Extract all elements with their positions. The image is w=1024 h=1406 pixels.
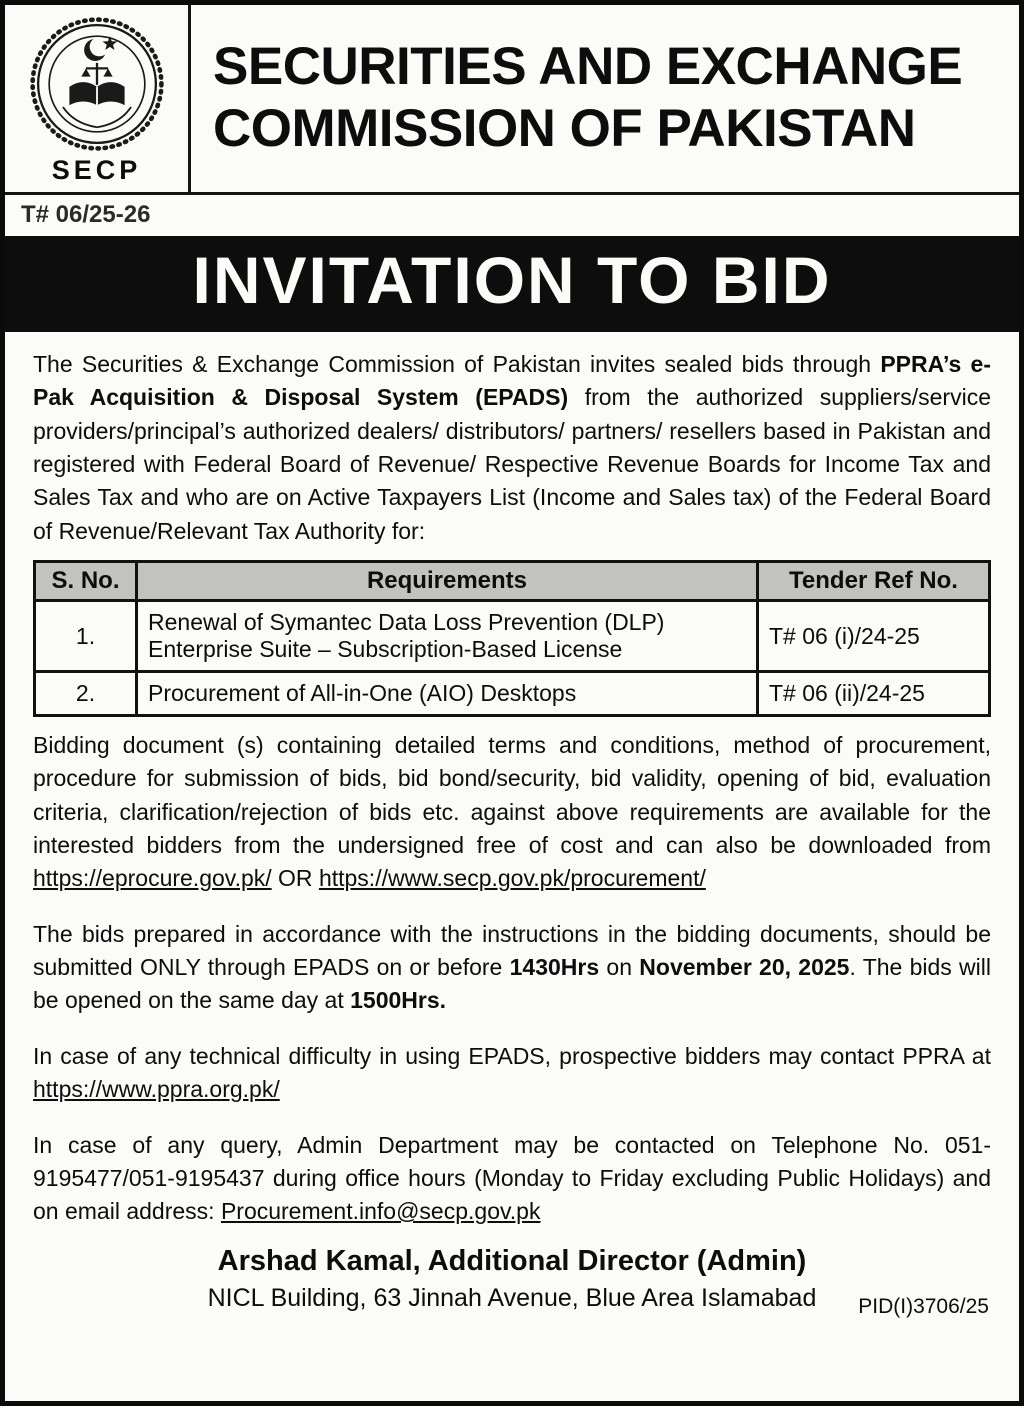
intro-paragraph — [33, 348, 991, 548]
text-segment-bold: PPRA’s e-Pak Acquisition & Disposal System (EPADS) — [33, 351, 991, 411]
procurement-email-link[interactable]: Procurement.info@secp.gov.pk — [220, 1198, 541, 1225]
cell-tender-ref: T# 06 (ii)/24-25 — [758, 672, 990, 716]
banner-title: INVITATION TO BID — [5, 236, 1019, 332]
secp-logo-text: SECP — [51, 155, 142, 185]
secp-procurement-link[interactable]: https://www.secp.gov.pk/procurement/ — [318, 865, 706, 892]
cell-requirement: Procurement of All-in-One (AIO) Desktops — [137, 672, 758, 716]
deadline-date: November 20, 2025 — [639, 954, 850, 981]
pid-number: PID(I)3706/25 — [858, 1294, 989, 1318]
text-segment: The bids prepared in accordance with the instructions in the bidding documents, should be submitted ONLY through EPADS on or before — [33, 920, 991, 981]
bidding-documents-paragraph — [33, 729, 991, 896]
table-header-row — [35, 562, 990, 601]
query-contact-paragraph — [33, 1129, 991, 1229]
table-row — [35, 601, 990, 672]
requirements-table — [33, 560, 991, 717]
col-header-sno: S. No. — [35, 562, 137, 601]
text-segment: OR — [271, 865, 319, 892]
secp-emblem-icon — [28, 15, 166, 153]
text-segment: on — [599, 954, 640, 981]
cell-sno: 2. — [35, 672, 137, 716]
cell-sno: 1. — [35, 601, 137, 672]
text-segment: . The bids will be opened on the same day at — [33, 954, 991, 1014]
org-title-line1: SECURITIES AND EXCHANGE — [213, 37, 963, 97]
header — [5, 5, 1019, 195]
table-row — [35, 672, 990, 716]
eprocure-link[interactable]: https://eprocure.gov.pk/ — [33, 865, 272, 892]
office-address: NICL Building, 63 Jinnah Avenue, Blue Area Islamabad — [207, 1283, 817, 1312]
col-header-requirements: Requirements — [137, 562, 758, 601]
text-segment: In case of any query, Admin Department may be contacted on Telephone No. 051-9195477/051-9195437 during office hours (Monday to Friday excluding Public Holidays) and on email address: — [33, 1131, 991, 1225]
text-segment: Bidding document (s) containing detailed terms and conditions, method of procurement, procedure for submission of bids, bid bond/security, bid validity, opening of bid, evaluation criteria, clarification/rejection of bids etc. against above requirements are available for the interested bidders from the undersigned free of cost and can also be downloaded from — [33, 732, 991, 859]
ppra-link[interactable]: https://www.ppra.org.pk/ — [33, 1076, 280, 1103]
body — [5, 332, 1019, 1401]
bid-submission-paragraph — [33, 918, 991, 1018]
technical-difficulty-paragraph — [33, 1040, 991, 1107]
footer — [33, 1284, 991, 1321]
cell-tender-ref: T# 06 (i)/24-25 — [758, 601, 990, 672]
secp-logo — [5, 5, 191, 192]
text-segment: The Securities & Exchange Commission of Pakistan invites sealed bids through — [33, 351, 881, 377]
col-header-tender-ref: Tender Ref No. — [758, 562, 990, 601]
text-segment: In case of any technical difficulty in using EPADS, prospective bidders may contact PPRA at — [33, 1042, 991, 1069]
tender-number: T# 06/25-26 — [21, 201, 151, 228]
signatory-name: Arshad Kamal, Additional Director (Admin) — [217, 1244, 807, 1277]
opening-time: 1500Hrs. — [350, 987, 447, 1014]
org-title-line2: COMMISSION OF PAKISTAN — [213, 98, 916, 158]
cell-requirement: Renewal of Symantec Data Loss Prevention (DLP) Enterprise Suite – Subscription-Based License — [137, 601, 758, 672]
org-title — [191, 5, 1019, 192]
text-segment: from the authorized suppliers/service providers/principal’s authorized dealers/ distributors/ partners/ resellers based in Pakistan and registered with Federal Board of Revenue/ Respective Revenue Boards for Income Tax and Sales Tax and who are on Active Taxpayers List (Income and Sales tax) of the Federal Board of Revenue/Relevant Tax Authority for: — [33, 384, 991, 544]
deadline-time: 1430Hrs — [509, 954, 600, 981]
